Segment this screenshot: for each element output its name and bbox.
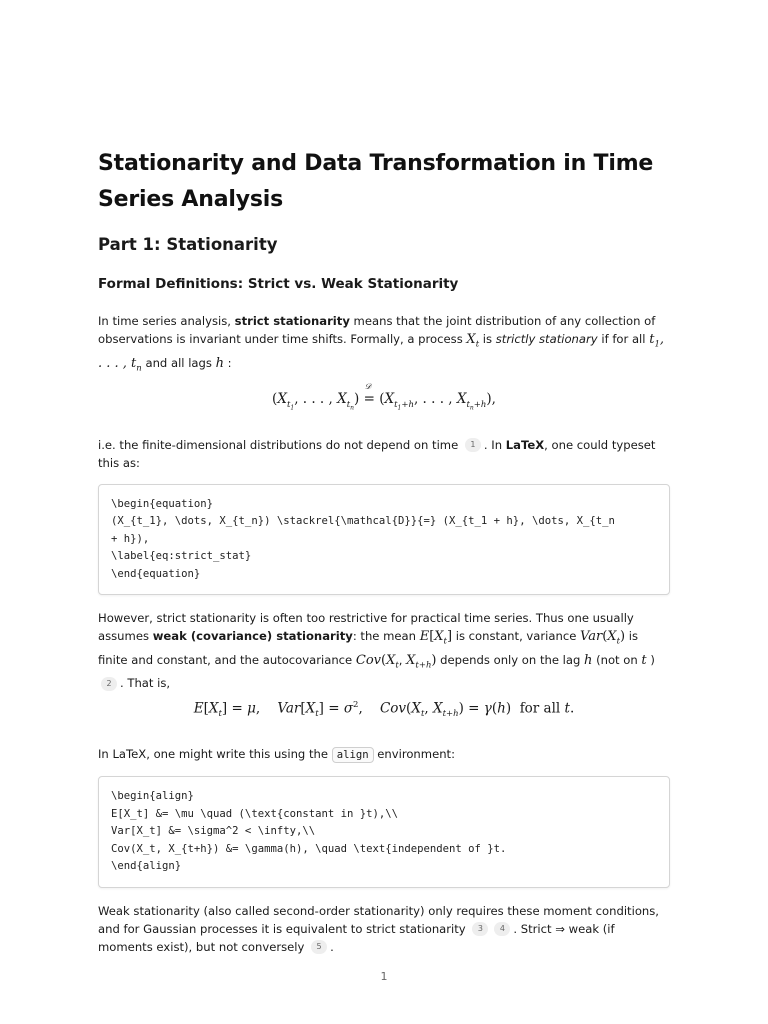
equation-weak-stationarity: $E[X_t] = \mu$, $Var[X_t] = \sigma^2$, $Cov(X_t$, $X_{t+h}) = \gamma(h)$ for all t. [193,700,575,720]
part-heading: Part 1: Stationarity [98,235,278,254]
math-inline: h [215,355,224,371]
citation-badge[interactable]: 2 [101,677,117,691]
citation-badge[interactable]: 5 [311,940,327,954]
code-line: \end{equation} [111,567,201,580]
code-line: (X_{t_1}, \dots, X_{t_n}) \stackrel{\mathcal{D}}{=} (X_{t_1 + h}, \dots, X_{t_n [111,515,615,528]
section-heading: Formal Definitions: Strict vs. Weak Stationarity [98,276,459,292]
page-number: 1 [380,970,388,983]
bold-term: strict stationarity [234,314,350,328]
code-line: + h}), [111,532,150,545]
inline-code: align [332,747,374,763]
citation-badge[interactable]: 1 [465,438,481,452]
math-inline: $t_1$, . . . , $t_n$ [98,332,664,374]
code-line: \begin{equation} [111,497,214,510]
code-line: Var[X_t] &= \sigma^2 < \infty,\\ [111,825,316,838]
citation-badge[interactable]: 4 [494,922,510,936]
math-inline: $X_t$ [466,332,480,350]
code-block-equation [98,484,670,596]
code-line: \begin{align} [111,790,194,803]
code-line: E[X_t] &= \mu \quad (\text{constant in }t),\\ [111,807,399,820]
page-title: Stationarity and Data Transformation in Time Series Analysis [98,151,654,212]
citation-badge[interactable]: 3 [472,922,488,936]
paragraph-weak-stationarity: However, strict stationarity is often too restrictive for practical time series. Thus one usually assumes weak (covariance) stationarity: the mean $E[X_t]$ is constant, variance $Var(X_t)$ is finite and constant, and the autocovariance $Cov(X_t$, $X_{t+h}$) depends only on the lag h (not on t ) 2 . That is, [98,611,655,691]
code-block-align [98,776,670,888]
document-page [98,146,670,956]
code-line: Cov(X_t, X_{t+h}) &= \gamma(h), \quad \text{independent of }t. [111,842,507,855]
bold-term: weak (covariance) stationarity [152,629,353,644]
paragraph-finite-dim: i.e. the finite-dimensional distributions do not depend on time 1 . In LaTeX, one could typeset this as: [98,437,656,470]
equation-strict-stationarity: ($X_{t_1}$, . . . , $X_{t_n}$) = 𝒟 ($X_{t_1+h}$, . . . , $X_{t_n+h}$), [272,382,496,412]
paragraph-strict-definition: In time series analysis, strict stationarity means that the joint distribution of any collection of observations is invariant under time shifts. Formally, a process $X_t$ is strictly stationary if for all $t_1$, . . . , $t_n$ and all lags h : [98,314,664,374]
code-line: \end{align} [111,860,182,873]
paragraph-weak-vs-strict: Weak stationarity (also called second-order stationarity) only requires these moment conditions, and for Gaussian processes it is equivalent to strict stationarity 3 4 . Strict ⇒ weak (if moments exist), but not conversely 5 . [98,903,659,954]
code-line: \label{eq:strict_stat} [111,550,252,563]
paragraph-align-intro: In LaTeX, one might write this using the align environment: [98,747,456,762]
